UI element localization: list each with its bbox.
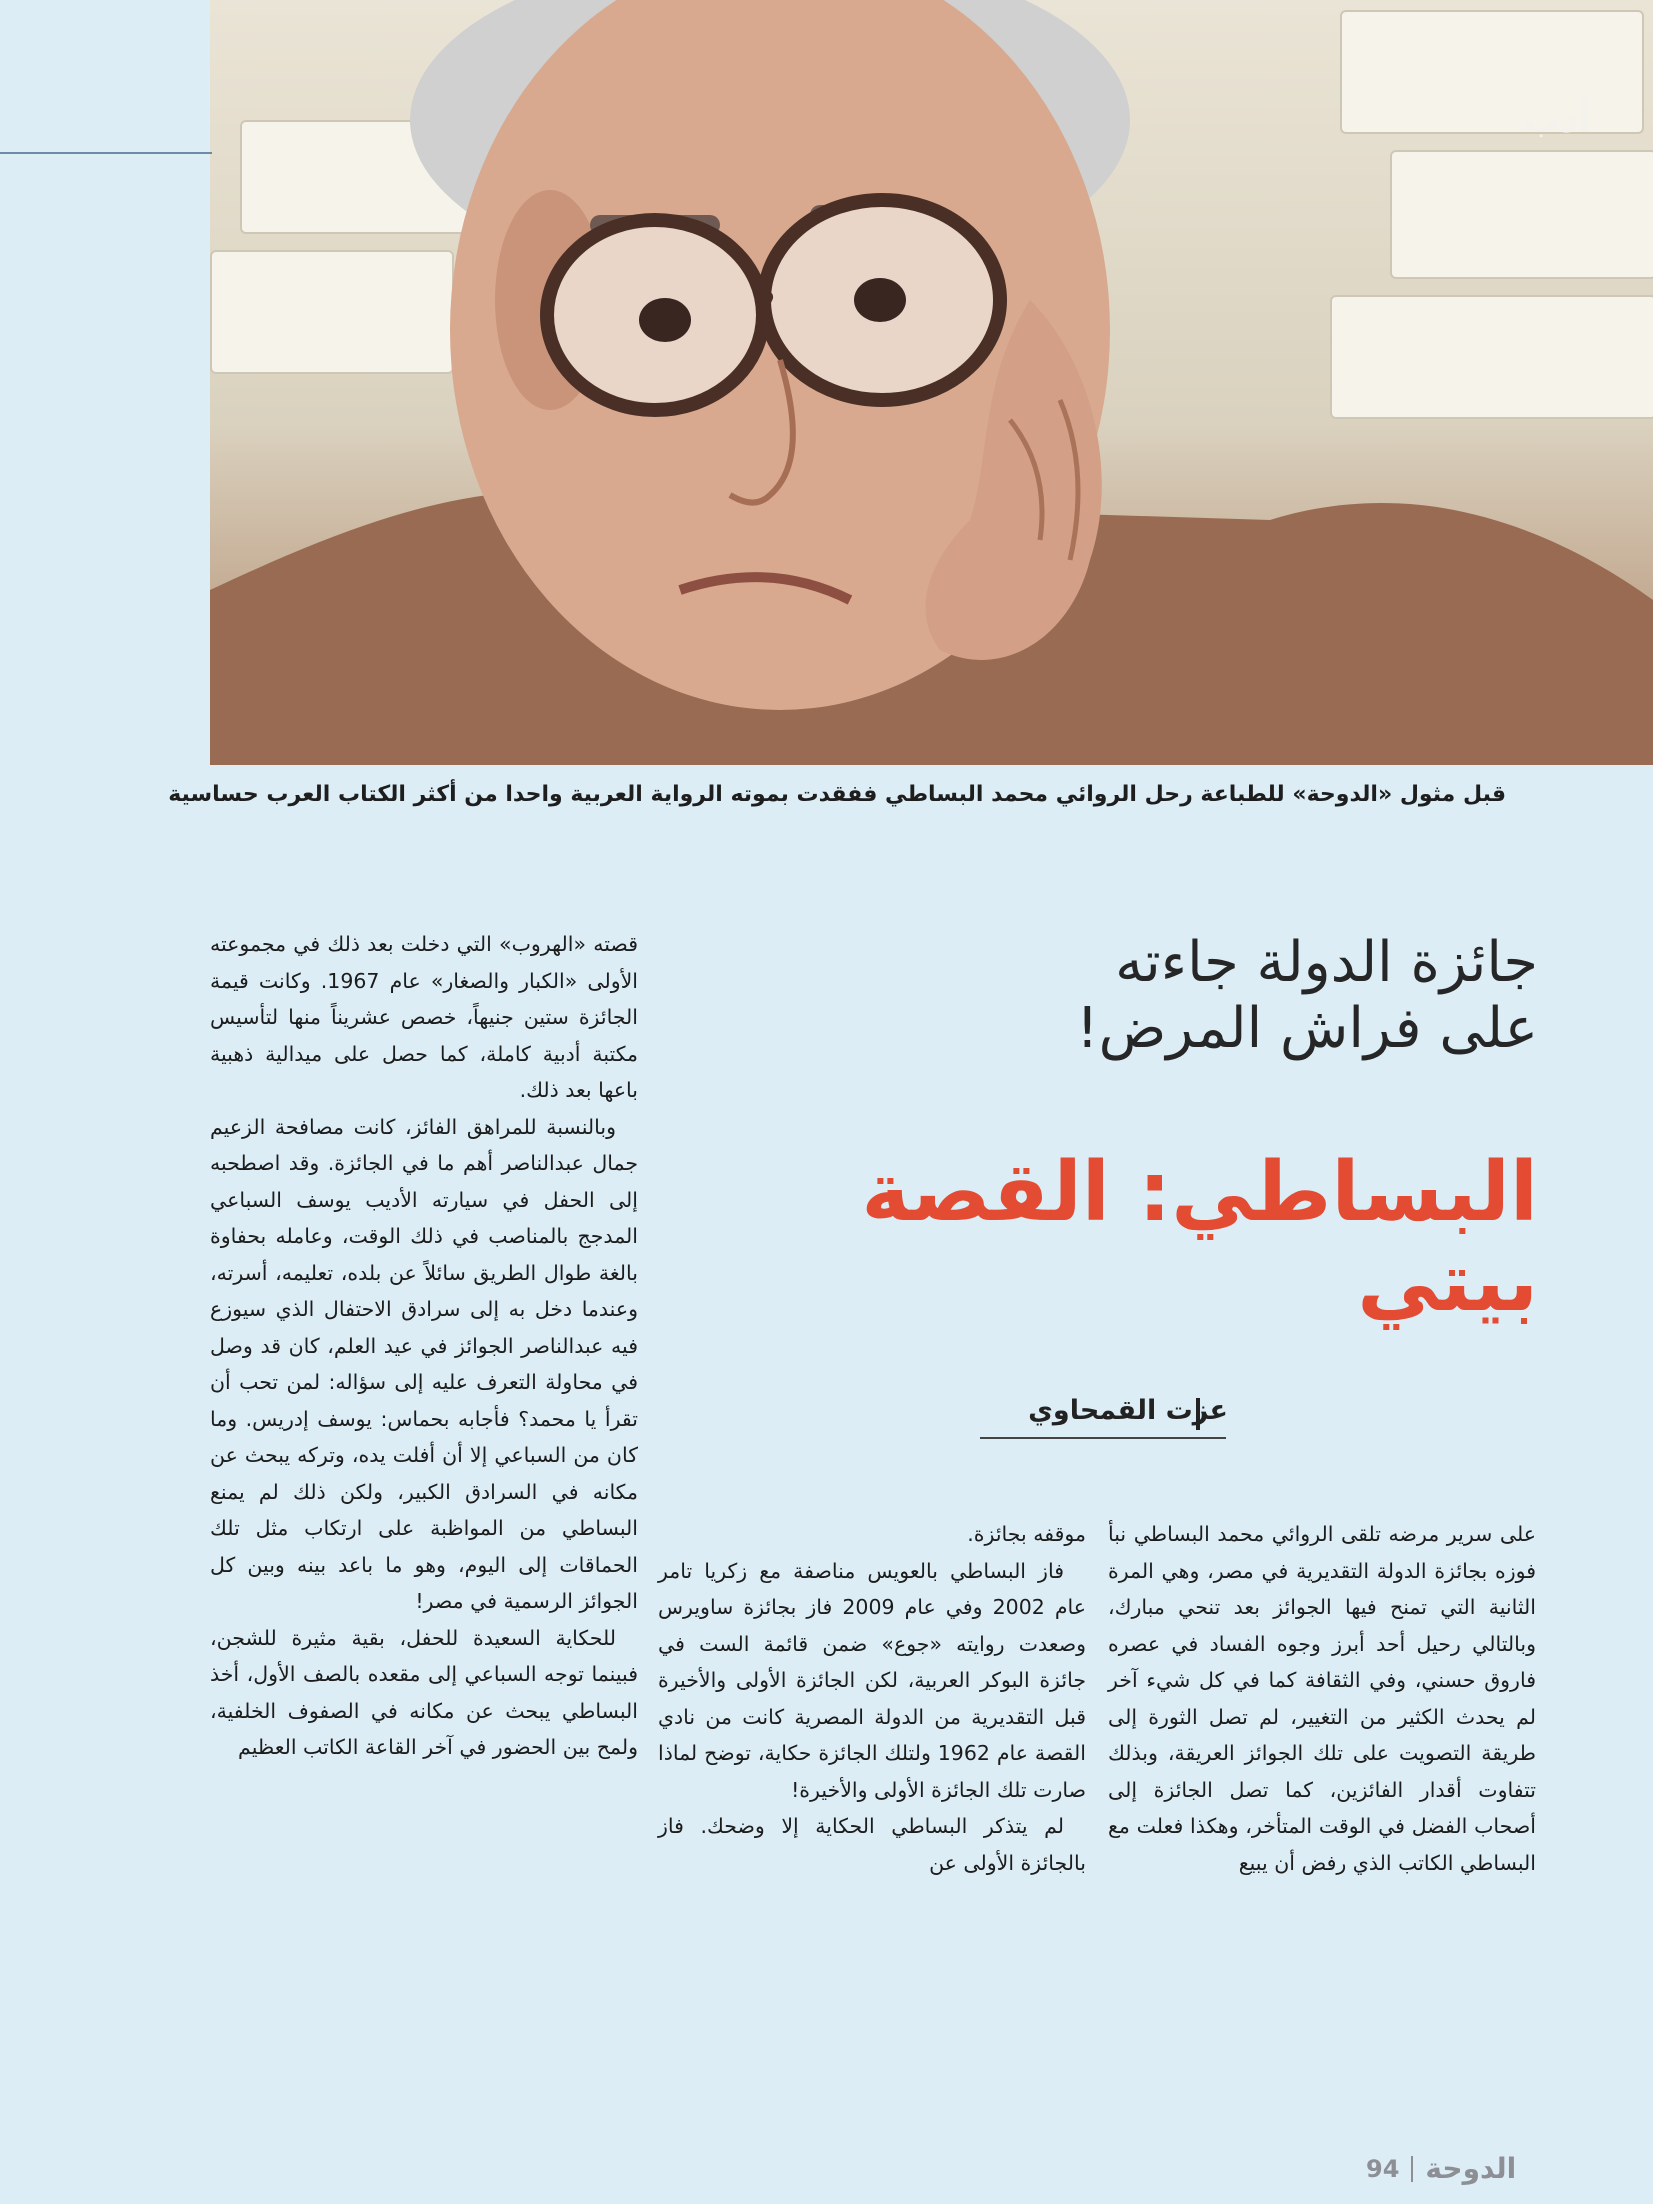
- footer-divider: [1411, 2156, 1413, 2182]
- paragraph: لم يتذكر البساطي الحكاية إلا وضحك. فاز بالجائزة الأولى عن: [658, 1814, 1086, 1875]
- author-byline: عزت القمحاوي: [1028, 1395, 1228, 1426]
- title-line-1: جائزة الدولة جاءته: [1115, 930, 1538, 995]
- paragraph: موقفه بجائزة.: [967, 1522, 1086, 1546]
- paragraph: للحكاية السعيدة للحفل، بقية مثيرة للشجن، فبينما توجه السباعي إلى مقعده بالصف الأول، أخذ البساطي يبحث عن مكانه في الصفوف الخلفية، ولمح بين الحضور في آخر القاعة الكاتب العظيم: [210, 1625, 638, 1759]
- title-line-2: على فراش المرض!: [1076, 996, 1538, 1062]
- paragraph: على سرير مرضه تلقى الروائي محمد البساطي نبأ فوزه بجائزة الدولة التقديرية في مصر، وهي المرة الثانية التي تمنح فيها الجوائز بعد تنحي مبارك، وبالتالي رحيل أحد أبرز وجوه الفساد في عصره فاروق حسني، وفي الثقافة كما في كل شيء آخر لم يحدث الكثير من التغيير، لم تصل الثورة إلى طريقة التصويت على تلك الجوائز العريقة، وبذلك تتفاوت أقدار الفائزين، كما تصل الجائزة إلى أصحاب الفضل في الوقت المتأخر، وهكذا فعلت مع البساطي الكاتب الذي رفض أن يبيع: [1108, 1522, 1536, 1875]
- magazine-name: الدوحة: [1425, 2152, 1517, 2185]
- paragraph: فاز البساطي بالعويس مناصفة مع زكريا تامر عام 2002 وفي عام 2009 فاز بجائزة ساويرس وصعدت روايته «جوع» ضمن قائمة الست في جائزة البوكر العربية، لكن الجائزة الأولى والأخيرة قبل التقديرية من الدولة المصرية كانت من نادي القصة عام 1962 ولتلك الجائزة حكاية، توضح لماذا صارت تلك الجائزة الأولى والأخيرة!: [658, 1558, 1087, 1802]
- article-headline: البساطي: القصة بيتي: [861, 1145, 1538, 1331]
- byline-underline: [980, 1437, 1226, 1439]
- page-footer: [1366, 2152, 1516, 2185]
- paragraph: قصته «الهروب» التي دخلت بعد ذلك في مجموعته الأولى «الكبار والصغار» عام 1967. وكانت قيمة الجائزة ستين جنيهاً، خصص عشريناً منها لتأسيس مكتبة أدبية كاملة، كما حصل على ميدالية ذهبية باعها بعد ذلك.: [210, 932, 638, 1102]
- author-portrait-photo: [210, 0, 1653, 765]
- portrait-photo-icon: [210, 0, 1653, 765]
- article-column-middle: [658, 1516, 1086, 1881]
- photo-caption: قبل مثول «الدوحة» للطباعة رحل الروائي محمد البساطي ففقدت بموته الرواية العربية واحدا من أكثر الكتاب العرب حساسية: [168, 782, 1506, 807]
- article-column-left: [210, 926, 638, 1766]
- paragraph: وبالنسبة للمراهق الفائز، كانت مصافحة الزعيم جمال عبدالناصر أهم ما في الجائزة. وقد اصطحبه إلى الحفل في سيارته الأديب يوسف السباعي المدجج بالمناصب في ذلك الوقت، وعامله بحفاوة بالغة طوال الطريق سائلاً عن بلده، تعليمه، أسرته، وعندما دخل به إلى سرادق الاحتفال الذي سيوزع فيه عبدالناصر الجوائز في عيد العلم، كان قد وصل في محاولة التعرف عليه إلى سؤاله: لمن تحب أن تقرأ يا محمد؟ فأجابه بحماس: يوسف إدريس. وما كان من السباعي إلا أن أفلت يده، وتركه يبحث عن مكانه في السرادق الكبير، ولكن ذلك لم يمنع البساطي من المواظبة على ارتكاب مثل تلك الحماقات إلى اليوم، وهو ما باعد بينه وبين كل الجوائز الرسمية في مصر!: [210, 1114, 638, 1613]
- article-column-right: [1108, 1516, 1536, 1881]
- section-divider-line: [0, 152, 212, 154]
- section-label: أدب: [1524, 100, 1591, 141]
- page-number: 94: [1366, 2154, 1400, 2183]
- article-title: [778, 930, 1538, 1062]
